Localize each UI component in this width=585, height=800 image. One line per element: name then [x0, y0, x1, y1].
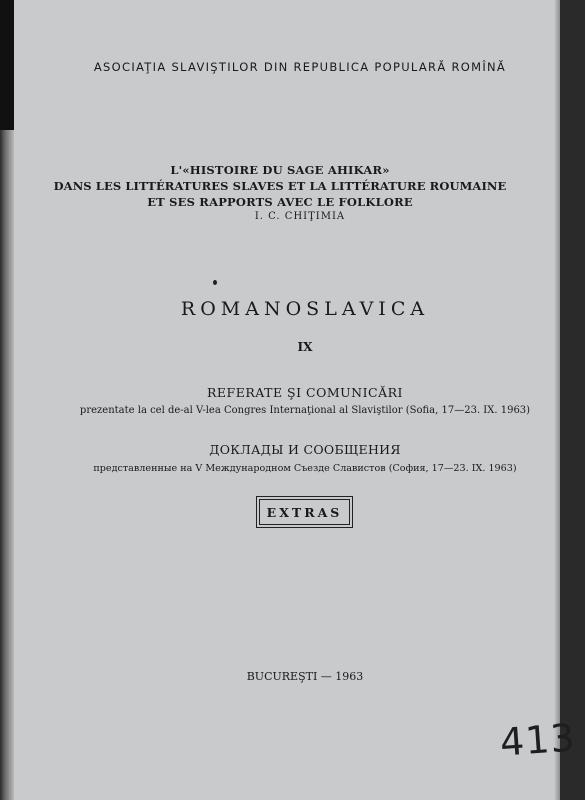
article-author: I. C. CHIŢIMIA	[254, 211, 346, 222]
romanian-subtitle: prezentate la cel de-al V-lea Congres Internaţional al Slaviştilor (Sofia, 17—23. IX. 1963)	[79, 405, 531, 416]
place-and-date: BUCUREŞTI — 1963	[246, 670, 364, 683]
association-header: ASOCIAŢIA SLAVIŞTILOR DIN REPUBLICA POPULARĂ ROMÎNĂ	[93, 60, 507, 74]
handwritten-shelf-number: 413	[498, 715, 577, 765]
volume-number: IX	[297, 340, 313, 354]
article-title-line-1: L'«HISTOIRE DU SAGE AHIKAR»	[170, 163, 390, 177]
series-title: ROMANOSLAVICA	[180, 298, 430, 320]
ink-dot	[213, 280, 217, 285]
russian-subtitle: представленные на V Международном Съезде Славистов (София, 17—23. IX. 1963)	[93, 463, 517, 474]
romanian-heading: REFERATE ŞI COMUNICĂRI	[207, 385, 403, 400]
scan-edge	[0, 0, 14, 130]
article-title-line-2: DANS LES LITTÉRATURES SLAVES ET LA LITTÉRATURE ROUMAINE	[53, 179, 507, 193]
russian-heading: ДОКЛАДЫ И СООБЩЕНИЯ	[209, 442, 401, 457]
extras-label-box	[259, 499, 350, 525]
extras-label: EXTRAS	[266, 504, 343, 520]
article-title-line-3: ET SES RAPPORTS AVEC LE FOLKLORE	[147, 195, 413, 209]
